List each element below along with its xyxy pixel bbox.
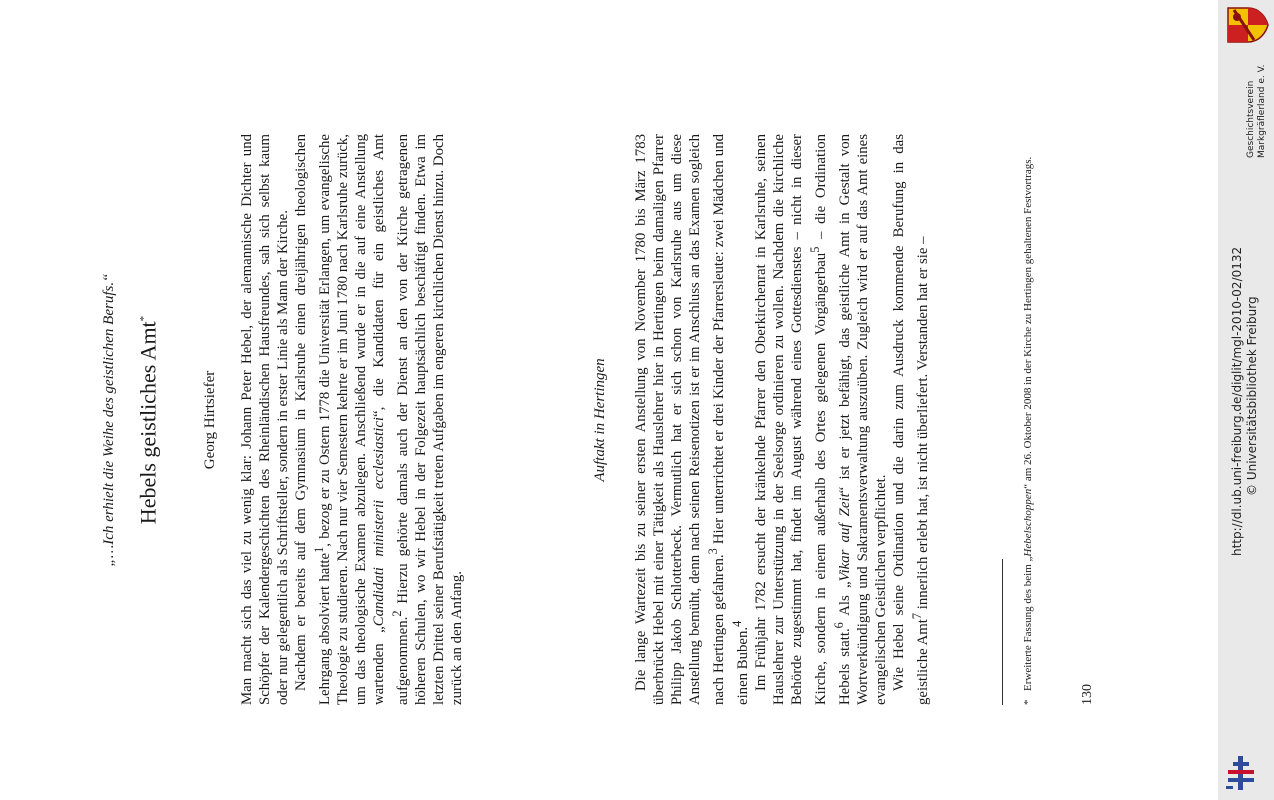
- society-name-line-1: Geschichtsverein: [1246, 80, 1256, 158]
- society-coat-of-arms: [1224, 2, 1270, 48]
- footnote-ref-5: 5: [807, 246, 822, 253]
- title-footnote-mark: *: [138, 315, 150, 322]
- footnote-ref-4: 4: [729, 620, 744, 627]
- digital-library-url: http://dl.ub.uni-freiburg.de/diglit/mgl-2010-02/0132: [1230, 246, 1244, 556]
- footnote-ref-3: 3: [706, 548, 720, 555]
- rotated-page-content: [0, 40, 1190, 800]
- intro-paragraph-2: Nachdem er bereits auf dem Gymnasium in Karlsruhe einen dreijährigen theologischen Lehrgang absolviert hatte$^1$, bezog er zu Ostern 1778 die Universität Erlangen, um evangelische Theologie zu studieren. Nach nur vier Semestern kehrte er im Juni 1780 nach Karlsruhe zurück, um das theologische Examen abzulegen. Anschließend wurde er in die auf eine Anstellung wartenden „Candidati ministerii ecclesiastici“, die Kandidaten für ein geistliches Amt aufgenommen.$^2$ Hierzu gehörte damals auch der Dienst an den von der Kirche getragenen höheren Schulen, wo wir Hebel in der Folgezeit hauptsächlich beschäftigt finden. Etwa im letzten Drittel seiner Berufstätigkeit treten Aufgaben im engeren kirchlichen Dienst hinzu. Doch zurück an den Anfang.: [293, 134, 465, 705]
- footnote-mark: *: [1022, 699, 1034, 705]
- sidebar-rotated-content: [1218, 0, 1274, 800]
- copyright-notice: © Universitätsbibliothek Freiburg: [1245, 296, 1259, 496]
- section-heading: Auftakt in Hertingen: [592, 358, 608, 482]
- footnote-ref-6: 6: [831, 622, 846, 629]
- article-author: Georg Hirtsiefer: [202, 370, 218, 470]
- logo-mark: [1224, 756, 1258, 790]
- intro-paragraph-1: Man macht sich das viel zu wenig klar: Johann Peter Hebel, der alemannische Dichter und Schöpfer der Kalendergeschichten des Rheinländischen Hausfreundes, sah sich selbst kaum oder nur gelegentlich als Schriftsteller, sondern in erster Linie als Mann der Kirche.: [239, 134, 291, 705]
- section-paragraph-2: Im Frühjahr 1782 ersucht der kränkelnde Pfarrer den Oberkirchenrat in Karlsruhe, seinen Hauslehrer zur Unterstützung in der Seelsorge ordinieren zu wollen. Nachdem die kirchliche Behörde zugestimmt hat, findet im August während eines Gottesdienstes – nicht in dieser Kirche, sondern in einem außerhalb des Ortes gelegenen Vorgängerbau$^5$ – die Ordination Hebels statt.$^6$ Als „Vikar auf Zeit“ ist er jetzt befähigt, das geistliche Amt in Gestalt von Wortverkündigung und Sakramentsverwaltung auszuüben. Zugleich wird er auf das Amt eines evangelischen Geistlichen verpflichtet.: [752, 133, 889, 705]
- sidebar-strip: [1218, 0, 1274, 800]
- society-name-line-2: Markgräflerland e. V.: [1257, 64, 1267, 158]
- ub-freiburg-logo-icon: [1224, 756, 1258, 790]
- intro-text: [238, 134, 466, 705]
- section-paragraph-1: Die lange Wartezeit bis zu seiner ersten Anstellung von November 1780 bis März 1783 überbrückt Hebel mit einer Tätigkeit als Hauslehrer hier in Hertingen beim damaligen Pfarrer Philipp Jakob Schlotterbeck. Vermutlich hat er sich schon von Karlsruhe aus um diese Anstellung bemüht, denn nach seinen Reisenotizen ist er im Anschluss an das Examen sogleich nach Hertingen gefahren.$^3$ Hier unterrichtet er drei Kinder der Pfarrersleute: zwei Mädchen und einen Buben.$^4$: [633, 134, 751, 705]
- footnote-ref-2: 2: [389, 610, 404, 617]
- epigraph: „…Ich erhielt die Weihe des geistlichen Berufs.“: [101, 273, 117, 567]
- footnote-rule: [1002, 559, 1003, 705]
- section-text: [632, 134, 932, 705]
- article-title-text: Hebels geistliches Amt: [135, 321, 161, 525]
- footnote-ref-7: 7: [909, 612, 924, 620]
- footnote: *Erweiterte Fassung des beim „Hebelschoppen“ am 26. Oktober 2008 in der Kirche zu Hertingen gehaltenen Festvortrags.: [1022, 156, 1034, 705]
- article-title: [131, 40, 161, 800]
- footnote-ref-1: 1: [312, 546, 326, 553]
- section-paragraph-3: Wie Hebel seine Ordination und die darin zum Ausdruck kommende Berufung in das geistliche Amt$^7$ innerlich erlebt hat, ist nicht überliefert. Verstanden hat er sie –: [890, 134, 931, 705]
- page-number: 130: [1080, 684, 1095, 705]
- coat-of-arms-icon: [1224, 2, 1270, 48]
